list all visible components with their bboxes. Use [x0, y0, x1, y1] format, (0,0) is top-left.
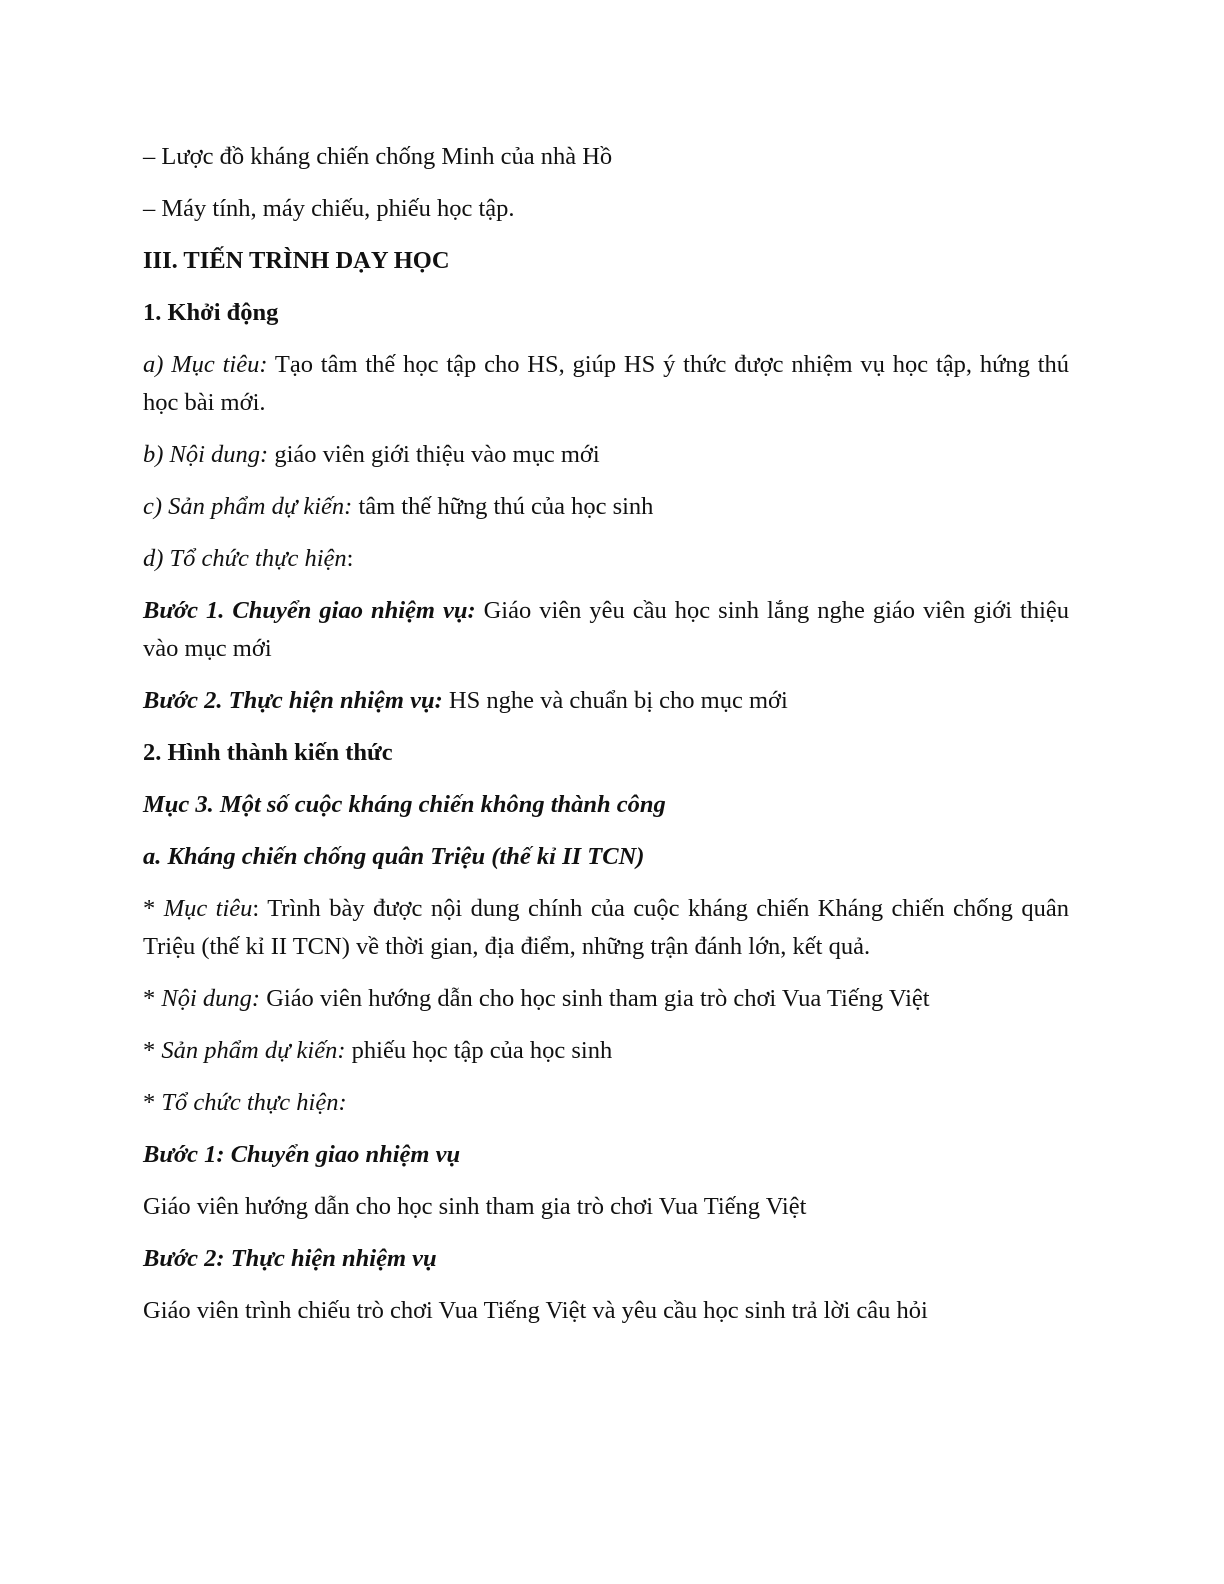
materials-line-equipment: – Máy tính, máy chiếu, phiếu học tập.: [143, 195, 515, 222]
warmup-step-1-text: Giáo viên yêu cầu học sinh lắng nghe giáo viên giới thiệu vào mục mới: [143, 597, 1070, 662]
subsection-objective-label: Mục tiêu: [163, 895, 253, 922]
bullet-star: *: [143, 1037, 162, 1064]
warmup-product-text: tâm thế hững thú của học sinh: [352, 493, 654, 520]
subsection-content-label: Nội dung:: [161, 985, 261, 1012]
warmup-step-2: [143, 682, 1069, 720]
warmup-step-2-text: HS nghe và chuẩn bị cho mục mới: [442, 687, 788, 714]
subsection-step-1-heading: Bước 1: Chuyển giao nhiệm vụ: [143, 1141, 461, 1168]
section-heading-process: III. TIẾN TRÌNH DẠY HỌC: [143, 247, 450, 274]
document-body: [143, 138, 1069, 1344]
warmup-content-label: b) Nội dung:: [143, 441, 269, 468]
warmup-organization: [143, 540, 1069, 578]
warmup-objective-text: Tạo tâm thế học tập cho HS, giúp HS ý thức được nhiệm vụ học tập, hứng thú học bài mới.: [143, 351, 1070, 416]
warmup-organization-text: :: [346, 545, 354, 572]
materials-line-map: – Lược đồ kháng chiến chống Minh của nhà Hồ: [143, 143, 613, 170]
warmup-objective-label: a) Mục tiêu:: [143, 351, 268, 378]
bullet-star: *: [143, 1089, 162, 1116]
subsection-step-2-heading: Bước 2: Thực hiện nhiệm vụ: [143, 1245, 437, 1272]
warmup-objective: [143, 346, 1069, 422]
heading-section-3: Mục 3. Một số cuộc kháng chiến không thành công: [143, 791, 666, 818]
heading-knowledge: 2. Hình thành kiến thức: [143, 739, 393, 766]
bullet-star: *: [143, 985, 162, 1012]
subsection-content-text: Giáo viên hướng dẫn cho học sinh tham gia trò chơi Vua Tiếng Việt: [260, 985, 930, 1012]
subsection-step-2-text: Giáo viên trình chiếu trò chơi Vua Tiếng Việt và yêu cầu học sinh trả lời câu hỏi: [143, 1297, 928, 1324]
bullet-star: *: [143, 895, 164, 922]
subsection-step-1-text: Giáo viên hướng dẫn cho học sinh tham gia trò chơi Vua Tiếng Việt: [143, 1193, 807, 1220]
heading-subsection-a: a. Kháng chiến chống quân Triệu (thế kỉ II TCN): [143, 843, 645, 870]
subsection-objective-text: : Trình bày được nội dung chính của cuộc kháng chiến Kháng chiến chống quân Triệu (thế kỉ II TCN) về thời gian, địa điểm, những trận đánh lớn, kết quả.: [143, 895, 1069, 960]
warmup-organization-label: d) Tổ chức thực hiện: [143, 545, 347, 572]
subsection-organization: [143, 1084, 1069, 1122]
warmup-step-1-label: Bước 1. Chuyển giao nhiệm vụ:: [143, 597, 476, 624]
heading-warmup: 1. Khởi động: [143, 299, 279, 326]
warmup-step-2-label: Bước 2. Thực hiện nhiệm vụ:: [143, 687, 443, 714]
subsection-product-label: Sản phẩm dự kiến:: [161, 1037, 346, 1064]
warmup-product: [143, 488, 1069, 526]
warmup-content: [143, 436, 1069, 474]
subsection-organization-label: Tổ chức thực hiện:: [161, 1089, 347, 1116]
subsection-product: [143, 1032, 1069, 1070]
subsection-content: [143, 980, 1069, 1018]
warmup-product-label: c) Sản phẩm dự kiến:: [143, 493, 353, 520]
warmup-content-text: giáo viên giới thiệu vào mục mới: [268, 441, 600, 468]
warmup-step-1: [143, 592, 1069, 668]
subsection-product-text: phiếu học tập của học sinh: [345, 1037, 613, 1064]
subsection-objective: [143, 890, 1069, 966]
